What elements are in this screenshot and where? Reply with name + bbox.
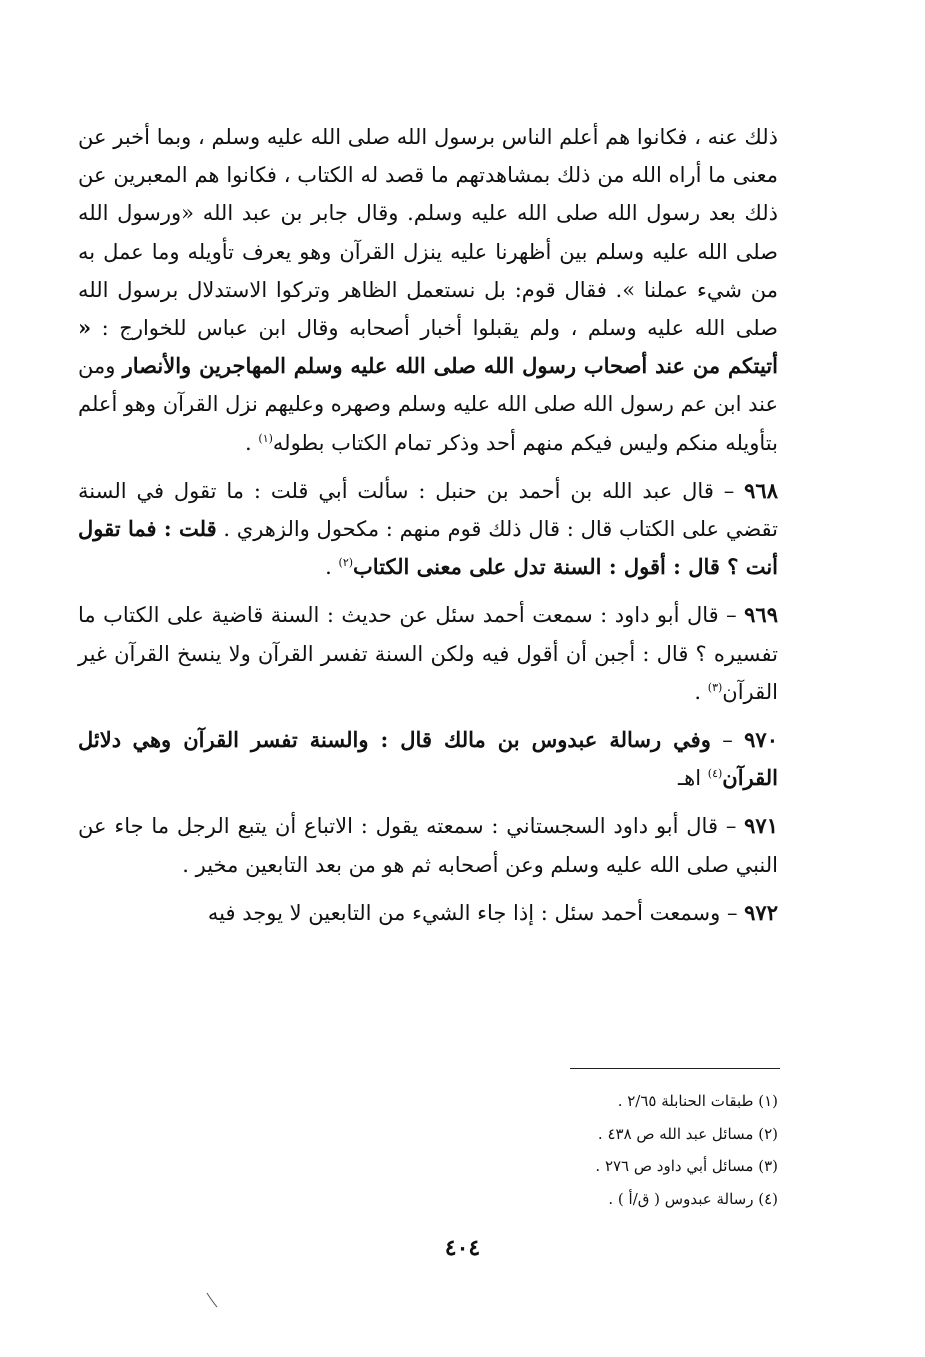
paragraph-text: القرآن ولا ينسخ القرآن غير القرآن	[78, 641, 778, 704]
footnote: (١) طبقات الحنابلة ٢/٦٥ .	[617, 1092, 778, 1110]
footnote-divider	[570, 1068, 780, 1069]
paragraph-number: ٩٧٠	[744, 727, 778, 753]
paragraph-text: قال أبو داود : سمعت أحمد سئل عن حديث : السنة قاضية	[211, 603, 719, 628]
intro-line: صلى الله عليه وسلم بين أظهرنا عليه ينزل القرآن وهو يعرف تأويله وما عمل	[103, 239, 778, 264]
footnote: (٤) رسالة عبدوس ( ق/أ ) .	[608, 1189, 778, 1208]
main-text	[78, 118, 778, 932]
dash: –	[720, 900, 745, 925]
intro-line: عن ذلك بعد رسول الله صلى الله عليه وسلم. وقال جابر بن عبد الله «ورسول الله	[78, 163, 778, 226]
paragraph-number: ٩٧١	[744, 813, 778, 839]
footnote: (٢) مسائل عبد الله ص ٤٣٨ .	[597, 1124, 778, 1143]
dash: –	[713, 478, 745, 503]
scan-mark	[205, 1292, 219, 1308]
paragraph-text: وسمعت أحمد سئل : إذا جاء الشيء من التابعين لا يوجد فيه	[207, 900, 721, 925]
paragraph-text: على الكتاب ما تفسيره ؟ قال : أجبن أن أقول فيه ولكن السنة تفسر	[78, 603, 778, 666]
footnotes	[420, 1085, 778, 1215]
page-number: ٤٠٤	[444, 1235, 481, 1261]
paragraph-number: ٩٦٨	[744, 477, 778, 503]
paragraph-number: ٩٧٢	[744, 899, 778, 925]
intro-line: صلى الله عليه وسلم ، ولم يقبلوا أخبار أصحابه وقال ابن عباس للخوارج :	[101, 316, 778, 341]
dash: –	[710, 728, 745, 753]
intro-line: وهو أعلم بتأويله منكم وليس فيكم منهم أحد وذكر تمام الكتاب بطوله	[78, 392, 778, 455]
paragraph-970	[78, 721, 778, 797]
paragraph-text: وفي رسالة عبدوس بن مالك قال : والسنة تفسر القرآن وهي	[132, 727, 711, 753]
footnote: (٣) مسائل أبي داود ص ٢٧٦ .	[595, 1157, 778, 1175]
paragraph-text: دلائل القرآن	[78, 727, 778, 791]
punctuation: .	[325, 555, 339, 580]
footnote-ref: (٣)	[707, 680, 723, 694]
paragraph-text: قال أبو داود السجستاني : سمعته يقول : الاتباع أن يتبع	[237, 814, 718, 839]
paragraph-968	[78, 472, 778, 587]
dash: –	[718, 603, 745, 628]
intro-line: ومن عند ابن عم رسول الله صلى الله عليه وسلم وصهره وعليهم نزل القرآن	[78, 354, 778, 417]
dash: –	[718, 814, 745, 839]
paragraph-text: في السنة تقضي على الكتاب قال : قال ذلك قوم منهم : مكحول والزهري .	[78, 478, 778, 542]
footnote-ref: (٤)	[707, 767, 723, 781]
punctuation: .	[245, 430, 259, 455]
intro-paragraph	[78, 118, 778, 462]
punctuation: .	[694, 679, 708, 704]
paragraph-number: ٩٦٩	[744, 602, 778, 628]
footnote-ref: (١)	[258, 431, 273, 445]
intro-line: عن معنى ما أراه الله من ذلك بمشاهدتهم ما قصد له الكتاب ، فكانوا هم المعبرين	[78, 125, 778, 188]
punctuation: اهـ	[678, 766, 708, 791]
paragraph-text: الرجل ما جاء عن النبي صلى الله عليه وسلم وعن أصحابه ثم هو من بعد التابعين	[78, 814, 778, 877]
paragraph-text: قلت : فما تقول أنت ؟ قال : أقول : السنة تدل على معنى الكتاب	[78, 516, 778, 580]
intro-line: ذلك عنه ، فكانوا هم أعلم الناس برسول الله صلى الله عليه وسلم ، وبما أخبر	[113, 125, 778, 149]
footnote-ref: (٢)	[338, 556, 354, 570]
intro-line: به من شيء عملنا ». فقال قوم: بل نستعمل الظاهر وتركوا الاستدلال برسول الله	[78, 239, 778, 302]
paragraph-969	[78, 596, 778, 711]
paragraph-971	[78, 807, 778, 883]
paragraph-text: مخير .	[182, 852, 239, 877]
paragraph-972	[78, 894, 778, 932]
intro-line: « أتيتكم من عند أصحاب رسول الله صلى الله عليه وسلم المهاجرين والأنصار	[78, 315, 778, 379]
paragraph-text: قال عبد الله بن أحمد بن حنبل : سألت أبي قلت : ما تقول	[173, 478, 714, 503]
